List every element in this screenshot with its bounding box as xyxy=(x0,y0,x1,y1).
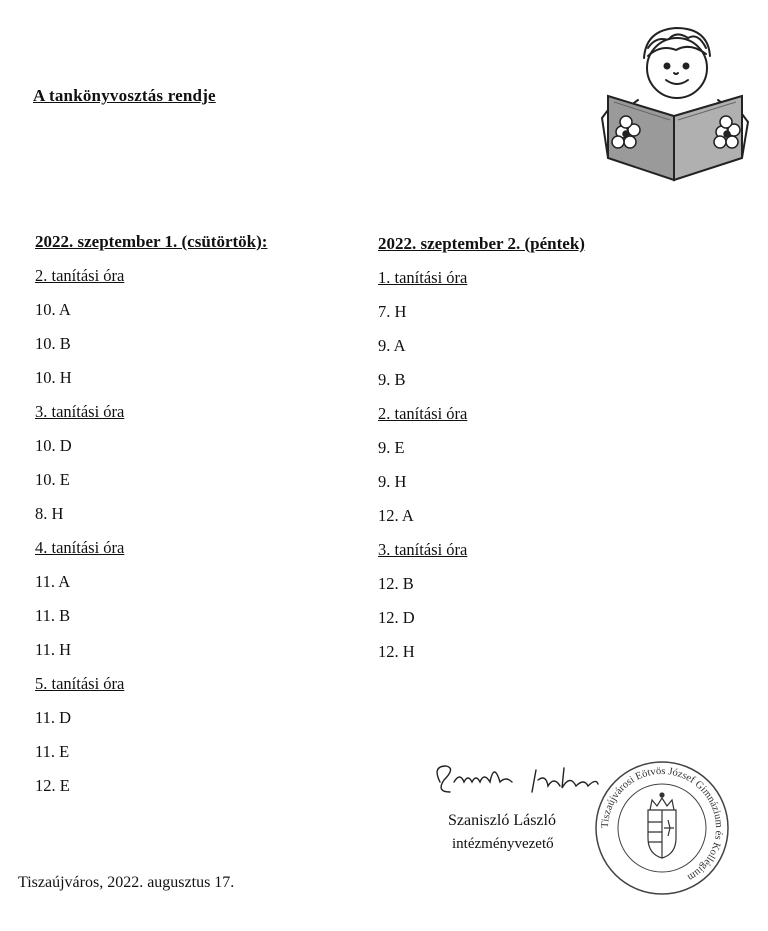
class-entry: 12. D xyxy=(378,608,415,627)
day-heading: 2022. szeptember 2. (péntek) xyxy=(378,234,585,253)
child-reading-illustration xyxy=(586,18,756,188)
class-entry: 9. B xyxy=(378,370,406,389)
signer-role: intézményvezető xyxy=(452,836,554,852)
place-date: Tiszaújváros, 2022. augusztus 17. xyxy=(18,874,235,891)
official-stamp xyxy=(592,758,732,898)
period-label: 3. tanítási óra xyxy=(378,540,468,559)
class-entry: 11. D xyxy=(35,708,72,727)
stamp-text: Tiszaújvárosi Eötvös József Gimnázium és Kollégium xyxy=(599,765,725,883)
class-entry: 11. H xyxy=(35,640,72,659)
class-entry: 12. H xyxy=(378,642,415,661)
schedule-day-1 xyxy=(35,225,267,803)
class-entry: 10. E xyxy=(35,470,70,489)
class-entry: 10. B xyxy=(35,334,71,353)
day-heading: 2022. szeptember 1. (csütörtök): xyxy=(35,232,268,251)
page-title: A tankönyvosztás rendje xyxy=(33,86,216,105)
class-entry: 10. H xyxy=(35,368,72,387)
period-label: 4. tanítási óra xyxy=(35,538,125,557)
schedule-day-2 xyxy=(378,227,585,669)
class-entry: 9. E xyxy=(378,438,405,457)
class-entry: 8. H xyxy=(35,504,64,523)
class-entry: 7. H xyxy=(378,302,407,321)
class-entry: 11. B xyxy=(35,606,71,625)
class-entry: 10. D xyxy=(35,436,72,455)
class-entry: 11. E xyxy=(35,742,70,761)
class-entry: 12. A xyxy=(378,506,414,525)
class-entry: 12. B xyxy=(378,574,414,593)
period-label: 1. tanítási óra xyxy=(378,268,468,287)
period-label: 2. tanítási óra xyxy=(35,266,125,285)
class-entry: 9. H xyxy=(378,472,407,491)
period-label: 2. tanítási óra xyxy=(378,404,468,423)
signature xyxy=(428,752,608,802)
signer-name: Szaniszló László xyxy=(448,812,556,829)
class-entry: 11. A xyxy=(35,572,71,591)
class-entry: 9. A xyxy=(378,336,406,355)
period-label: 3. tanítási óra xyxy=(35,402,125,421)
class-entry: 12. E xyxy=(35,776,70,795)
period-label: 5. tanítási óra xyxy=(35,674,125,693)
class-entry: 10. A xyxy=(35,300,71,319)
